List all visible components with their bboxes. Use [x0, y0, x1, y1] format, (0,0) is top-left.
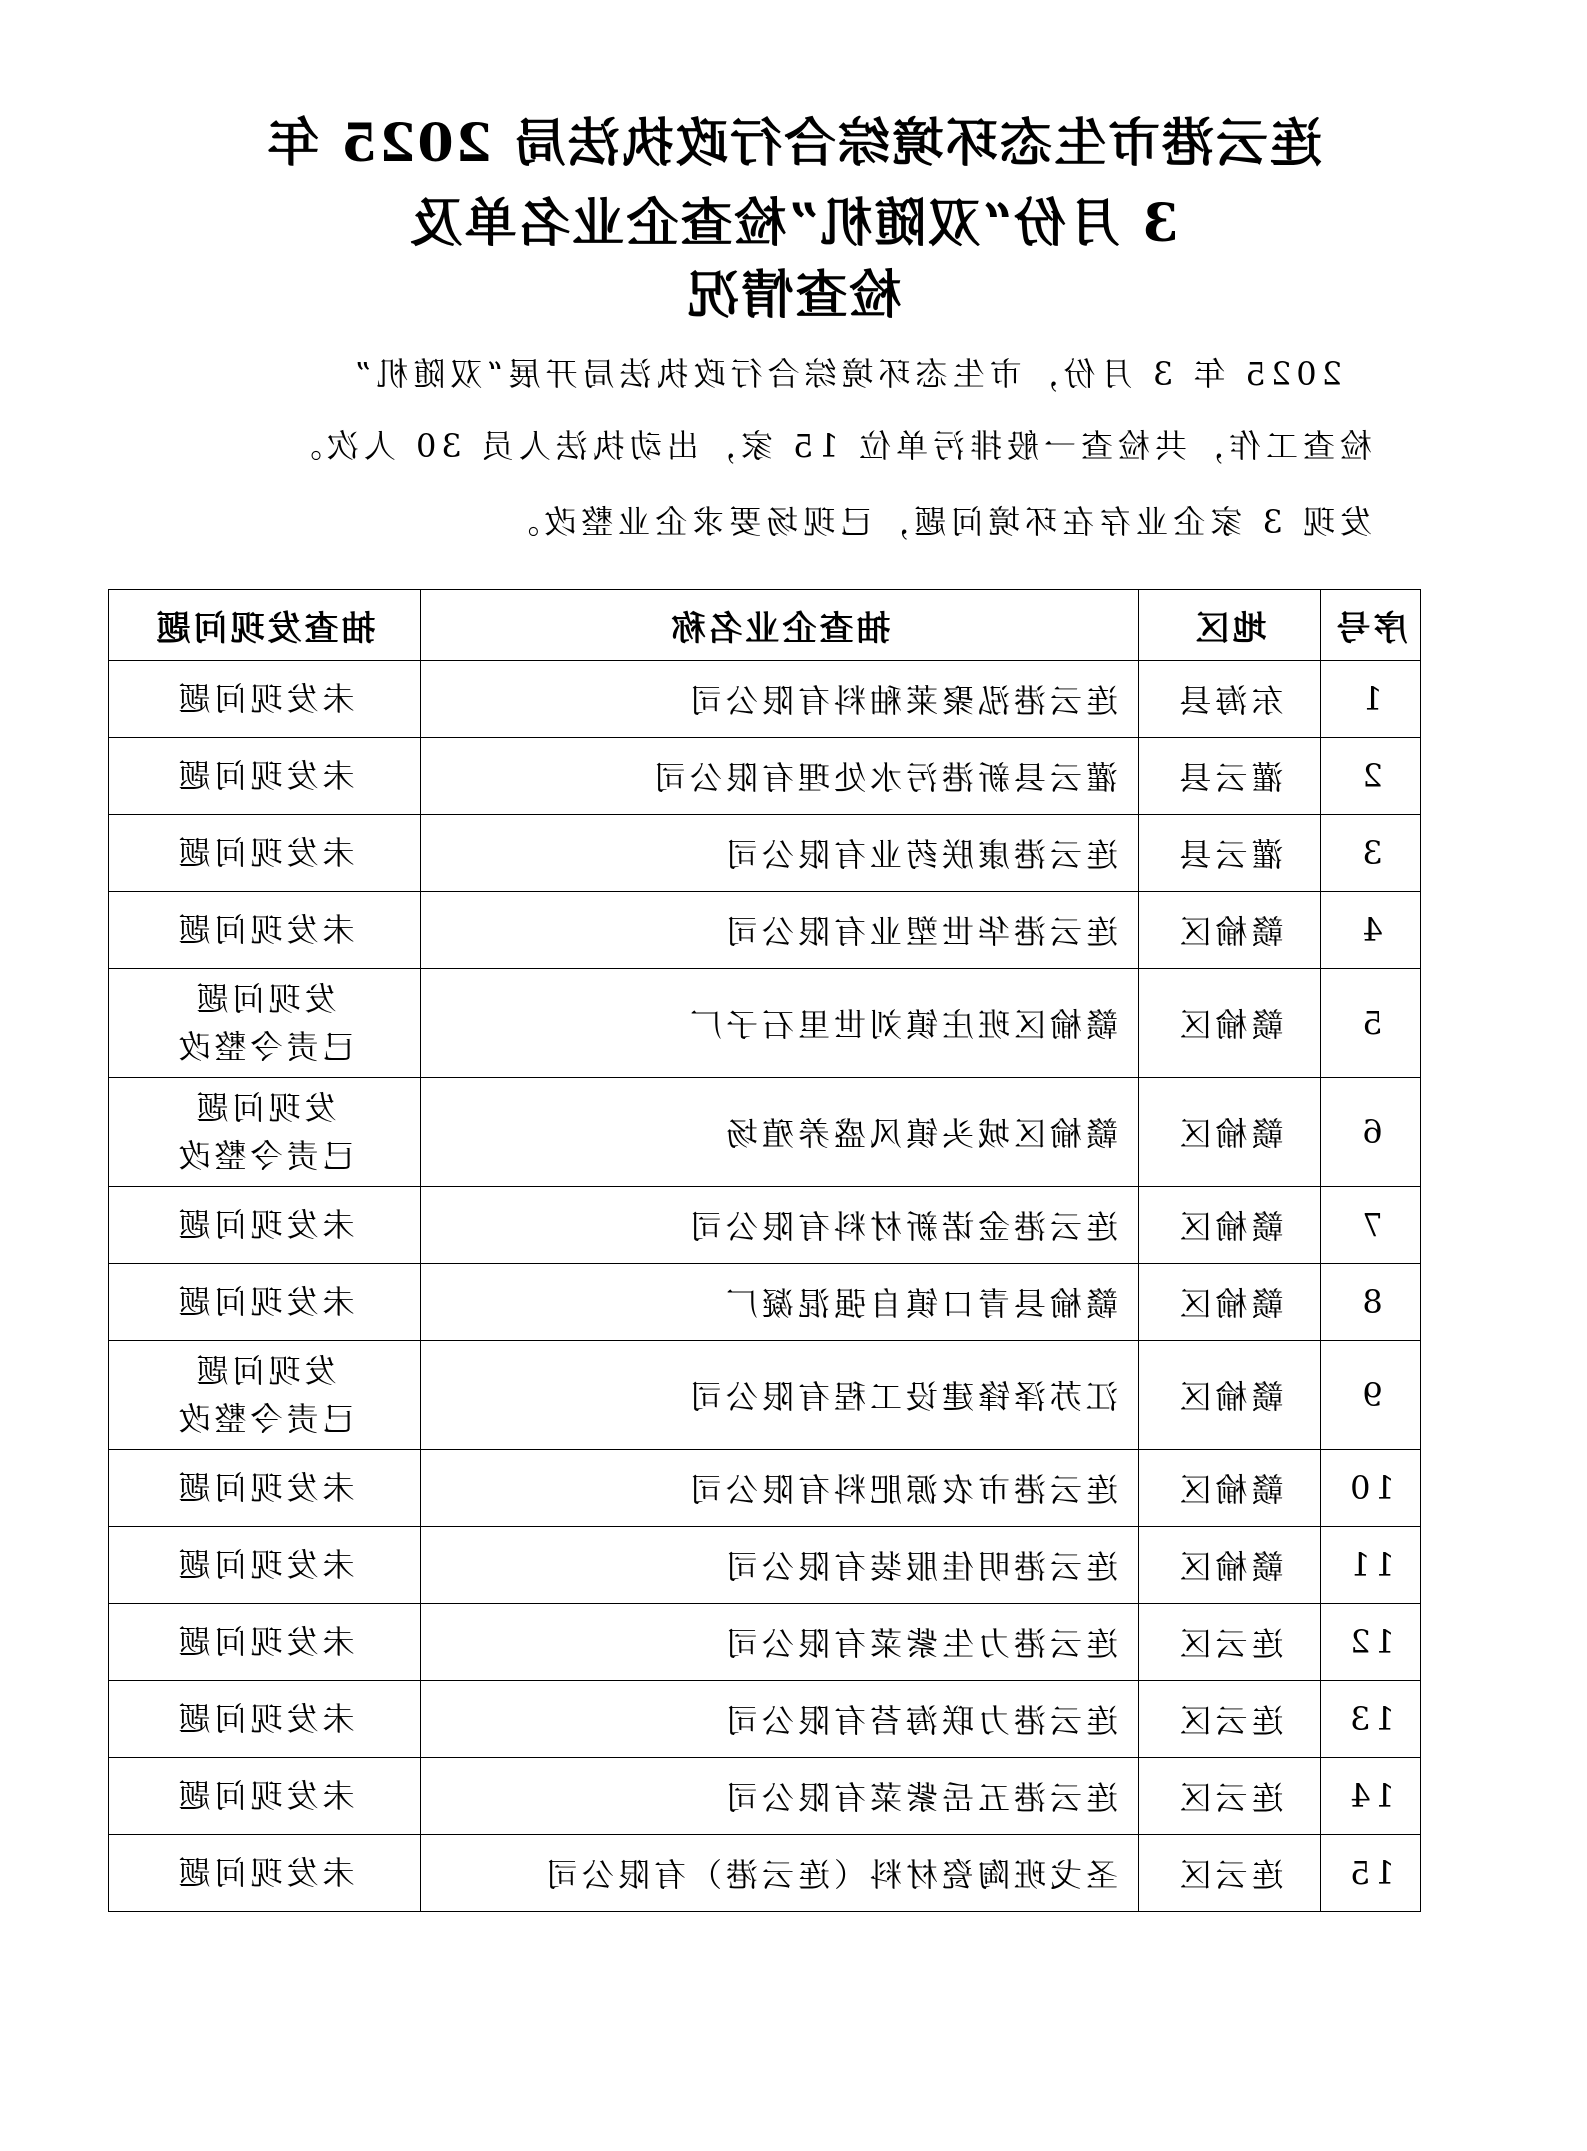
cell-region: 赣榆区 [1139, 1341, 1321, 1450]
cell-company: 圣戈班陶瓷材料（连云港）有限公司 [421, 1835, 1139, 1912]
problem-line-1: 未发现问题 [174, 834, 355, 872]
cell-no: 2 [1321, 738, 1421, 815]
problem-line-1: 发现问题 [192, 980, 337, 1018]
table-row [109, 1341, 1421, 1450]
cell-region: 连云区 [1139, 1681, 1321, 1758]
table-row [109, 1527, 1421, 1604]
cell-company: 连云港泓聚莱釉料有限公司 [421, 661, 1139, 738]
cell-problem [109, 1264, 421, 1341]
cell-company: 连云港金诺新材料有限公司 [421, 1187, 1139, 1264]
cell-problem [109, 1758, 421, 1835]
cell-region: 连云区 [1139, 1835, 1321, 1912]
cell-problem [109, 661, 421, 738]
cell-problem [109, 969, 421, 1078]
cell-company: 连云港市农源肥料有限公司 [421, 1450, 1139, 1527]
problem-line-1: 未发现问题 [174, 757, 355, 795]
cell-problem [109, 1527, 421, 1604]
cell-problem [109, 815, 421, 892]
cell-problem [109, 1341, 421, 1450]
table-row [109, 738, 1421, 815]
problem-line-1: 未发现问题 [174, 911, 355, 949]
cell-no: 1 [1321, 661, 1421, 738]
cell-company: 赣榆县青口镇自强混凝厂 [421, 1264, 1139, 1341]
cell-company: 连云港力联海苔有限公司 [421, 1681, 1139, 1758]
cell-problem [109, 1681, 421, 1758]
doc-title-line-2: 3 月份“双随机”检查企业名单及 [408, 193, 1179, 254]
cell-no: 6 [1321, 1078, 1421, 1187]
problem-line-1: 未发现问题 [174, 680, 355, 718]
header-problem: 抽查发现问题 [109, 590, 421, 661]
header-company: 抽查企业名称 [421, 590, 1139, 661]
table-row [109, 815, 1421, 892]
cell-region: 连云区 [1139, 1758, 1321, 1835]
cell-region: 灌云县 [1139, 738, 1321, 815]
cell-problem [109, 1078, 421, 1187]
table-row [109, 1835, 1421, 1912]
cell-no: 12 [1321, 1604, 1421, 1681]
intro-line-2: 检查工作，共检查一般排污单位 15 家，出动执法人员 30 人次。 [284, 427, 1372, 465]
table-row [109, 1078, 1421, 1187]
doc-title-line-1: 连云港市生态环境综合行政执法局 2025 年 [265, 113, 1322, 174]
intro-line-1: 2025 年 3 月份，市生态环境综合行政执法局开展“双随机” [349, 355, 1342, 393]
cell-company: 连云港华世塑业有限公司 [421, 892, 1139, 969]
doc-title-line-3: 检查情况 [685, 265, 902, 326]
table-row [109, 1450, 1421, 1527]
table-row [109, 1264, 1421, 1341]
cell-region: 赣榆区 [1139, 1187, 1321, 1264]
cell-no: 3 [1321, 815, 1421, 892]
table-row [109, 892, 1421, 969]
cell-company: 赣榆区城头镇风盛养殖场 [421, 1078, 1139, 1187]
cell-no: 13 [1321, 1681, 1421, 1758]
cell-company: 连云港力生紫菜有限公司 [421, 1604, 1139, 1681]
cell-region: 赣榆区 [1139, 969, 1321, 1078]
cell-region: 赣榆区 [1139, 1450, 1321, 1527]
cell-problem [109, 1835, 421, 1912]
cell-problem [109, 1450, 421, 1527]
cell-region: 赣榆区 [1139, 1078, 1321, 1187]
table-row [109, 1758, 1421, 1835]
cell-company: 江苏泽锋建设工程有限公司 [421, 1341, 1139, 1450]
cell-company: 连云港五岳紫菜有限公司 [421, 1758, 1139, 1835]
cell-no: 4 [1321, 892, 1421, 969]
table-row [109, 1604, 1421, 1681]
cell-no: 11 [1321, 1527, 1421, 1604]
problem-line-1: 未发现问题 [174, 1283, 355, 1321]
table-row [109, 1187, 1421, 1264]
cell-region: 赣榆区 [1139, 892, 1321, 969]
cell-problem [109, 1187, 421, 1264]
intro-line-3: 发现 3 家企业存在环境问题，已现场要求企业整改。 [502, 503, 1372, 541]
table-body [109, 661, 1421, 1912]
header-no: 序号 [1321, 590, 1421, 661]
table-row [109, 661, 1421, 738]
problem-line-1: 未发现问题 [174, 1777, 355, 1815]
problem-line-1: 未发现问题 [174, 1206, 355, 1244]
table-row [109, 1681, 1421, 1758]
problem-line-1: 未发现问题 [174, 1469, 355, 1507]
cell-problem [109, 738, 421, 815]
cell-company: 连云港康朕药业有限公司 [421, 815, 1139, 892]
problem-line-1: 未发现问题 [174, 1700, 355, 1738]
cell-region: 灌云县 [1139, 815, 1321, 892]
cell-region: 赣榆区 [1139, 1264, 1321, 1341]
cell-no: 5 [1321, 969, 1421, 1078]
problem-line-1: 发现问题 [192, 1089, 337, 1127]
inspection-table [108, 589, 1421, 1912]
cell-no: 10 [1321, 1450, 1421, 1527]
table-header-row [109, 590, 1421, 661]
cell-no: 15 [1321, 1835, 1421, 1912]
cell-no: 14 [1321, 1758, 1421, 1835]
header-region: 地区 [1139, 590, 1321, 661]
cell-no: 8 [1321, 1264, 1421, 1341]
table-row [109, 969, 1421, 1078]
cell-company: 连云港明佳服装有限公司 [421, 1527, 1139, 1604]
problem-line-1: 发现问题 [192, 1352, 337, 1390]
problem-line-2: 已责令整改 [174, 1137, 355, 1175]
cell-region: 赣榆区 [1139, 1527, 1321, 1604]
cell-problem [109, 892, 421, 969]
cell-no: 7 [1321, 1187, 1421, 1264]
cell-company: 赣榆区班庄镇刘世里石子厂 [421, 969, 1139, 1078]
problem-line-1: 未发现问题 [174, 1546, 355, 1584]
cell-region: 东海县 [1139, 661, 1321, 738]
problem-line-1: 未发现问题 [174, 1854, 355, 1892]
cell-region: 连云区 [1139, 1604, 1321, 1681]
cell-no: 9 [1321, 1341, 1421, 1450]
cell-problem [109, 1604, 421, 1681]
problem-line-2: 已责令整改 [174, 1028, 355, 1066]
cell-company: 灌云县新港污水处理有限公司 [421, 738, 1139, 815]
problem-line-1: 未发现问题 [174, 1623, 355, 1661]
problem-line-2: 已责令整改 [174, 1400, 355, 1438]
